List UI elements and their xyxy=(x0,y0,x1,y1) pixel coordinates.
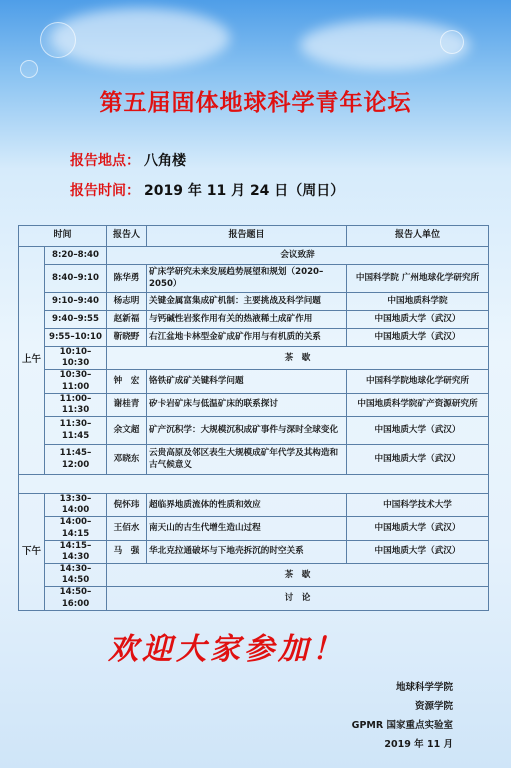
table-row xyxy=(19,393,489,416)
row-merged: 茶 歇 xyxy=(107,347,489,370)
table-row xyxy=(19,494,489,517)
row-speaker: 钟 宏 xyxy=(107,370,147,393)
table-row xyxy=(19,564,489,587)
schedule-body xyxy=(19,247,489,611)
row-topic: 铬铁矿成矿关键科学问题 xyxy=(147,370,347,393)
background-bubble xyxy=(40,22,76,58)
row-affiliation: 中国科学院 广州地球化学研究所 xyxy=(347,265,489,293)
row-time: 14:00–14:15 xyxy=(45,517,107,540)
row-affiliation: 中国地质大学（武汉） xyxy=(347,445,489,475)
table-row xyxy=(19,247,489,265)
row-topic: 右江盆地卡林型金矿成矿作用与有机质的关系 xyxy=(147,329,347,347)
time-line xyxy=(70,180,344,200)
venue-label: 报告地点： xyxy=(70,153,140,169)
forum-title: 第五届固体地球科学青年论坛 xyxy=(99,90,412,116)
row-time: 9:55–10:10 xyxy=(45,329,107,347)
background-glow xyxy=(50,8,230,68)
row-affiliation: 中国地质大学（武汉） xyxy=(347,540,489,563)
table-row xyxy=(19,517,489,540)
row-affiliation: 中国地质大学（武汉） xyxy=(347,517,489,540)
welcome-text: 欢迎大家参加！ xyxy=(108,632,346,667)
row-affiliation: 中国科学院地球化学研究所 xyxy=(347,370,489,393)
table-row xyxy=(19,265,489,293)
row-speaker: 杨志明 xyxy=(107,293,147,311)
time-value: 2019 年 11 月 24 日（周日） xyxy=(144,183,345,199)
organizer-line: GPMR 国家重点实验室 xyxy=(351,720,453,731)
row-topic: 矽卡岩矿床与低温矿床的联系探讨 xyxy=(147,393,347,416)
row-affiliation: 中国地质大学（武汉） xyxy=(347,311,489,329)
row-speaker: 陈华勇 xyxy=(107,265,147,293)
row-affiliation: 中国科学技术大学 xyxy=(347,494,489,517)
row-affiliation: 中国地质大学（武汉） xyxy=(347,417,489,445)
organizer-line: 资源学院 xyxy=(414,701,453,712)
table-row xyxy=(19,540,489,563)
row-time: 11:00–11:30 xyxy=(45,393,107,416)
row-time: 14:15–14:30 xyxy=(45,540,107,563)
organizers xyxy=(352,678,453,754)
table-row xyxy=(19,587,489,610)
header-affiliation: 报告人单位 xyxy=(347,226,489,247)
row-speaker: 邓晓东 xyxy=(107,445,147,475)
organizer-line: 2019 年 11 月 xyxy=(384,739,453,750)
row-time: 10:30–11:00 xyxy=(45,370,107,393)
row-speaker: 马 强 xyxy=(107,540,147,563)
table-header-row xyxy=(19,226,489,247)
table-row xyxy=(19,445,489,475)
row-speaker: 靳晓野 xyxy=(107,329,147,347)
row-time: 9:40–9:55 xyxy=(45,311,107,329)
venue-line xyxy=(70,150,186,170)
period-label: 下午 xyxy=(19,494,45,611)
row-time: 13:30–14:00 xyxy=(45,494,107,517)
header-speaker: 报告人 xyxy=(107,226,147,247)
row-time: 9:10–9:40 xyxy=(45,293,107,311)
table-row xyxy=(19,311,489,329)
table-row xyxy=(19,417,489,445)
row-time: 8:20–8:40 xyxy=(45,247,107,265)
time-label: 报告时间： xyxy=(70,183,140,199)
row-topic: 矿产沉积学：大规模沉积成矿事件与深时全球变化 xyxy=(147,417,347,445)
background-bubble xyxy=(20,60,38,78)
table-row xyxy=(19,370,489,393)
organizer-line: 地球科学学院 xyxy=(395,682,453,693)
row-topic: 与钙碱性岩浆作用有关的热液稀土成矿作用 xyxy=(147,311,347,329)
row-topic: 超临界地质流体的性质和效应 xyxy=(147,494,347,517)
row-speaker: 王佰水 xyxy=(107,517,147,540)
row-speaker: 赵新福 xyxy=(107,311,147,329)
row-topic: 云贵高原及邻区表生大规模成矿年代学及其构造和古气候意义 xyxy=(147,445,347,475)
row-speaker: 谢桂青 xyxy=(107,393,147,416)
row-topic: 矿床学研究未来发展趋势展望和规划（2020–2050） xyxy=(147,265,347,293)
row-time: 11:45–12:00 xyxy=(45,445,107,475)
row-time: 14:50–16:00 xyxy=(45,587,107,610)
row-topic: 关键金属富集成矿机制：主要挑战及科学问题 xyxy=(147,293,347,311)
gap-row xyxy=(19,475,489,494)
row-merged: 讨 论 xyxy=(107,587,489,610)
row-merged: 茶 歇 xyxy=(107,564,489,587)
table-row xyxy=(19,293,489,311)
row-merged: 会议致辞 xyxy=(107,247,489,265)
row-time: 11:30–11:45 xyxy=(45,417,107,445)
table-row xyxy=(19,329,489,347)
row-speaker: 余文超 xyxy=(107,417,147,445)
gap-cell xyxy=(19,475,489,494)
venue-value: 八角楼 xyxy=(144,153,186,169)
row-speaker: 倪怀玮 xyxy=(107,494,147,517)
header-topic: 报告题目 xyxy=(147,226,347,247)
schedule-table xyxy=(18,225,489,611)
row-affiliation: 中国地质科学院矿产资源研究所 xyxy=(347,393,489,416)
header-time: 时间 xyxy=(19,226,107,247)
period-label: 上午 xyxy=(19,247,45,475)
row-topic: 南天山的古生代增生造山过程 xyxy=(147,517,347,540)
row-affiliation: 中国地质大学（武汉） xyxy=(347,329,489,347)
row-time: 10:10–10:30 xyxy=(45,347,107,370)
table-row xyxy=(19,347,489,370)
row-time: 14:30–14:50 xyxy=(45,564,107,587)
row-topic: 华北克拉通破坏与下地壳拆沉的时空关系 xyxy=(147,540,347,563)
row-time: 8:40–9:10 xyxy=(45,265,107,293)
row-affiliation: 中国地质科学院 xyxy=(347,293,489,311)
background-bubble xyxy=(440,30,464,54)
